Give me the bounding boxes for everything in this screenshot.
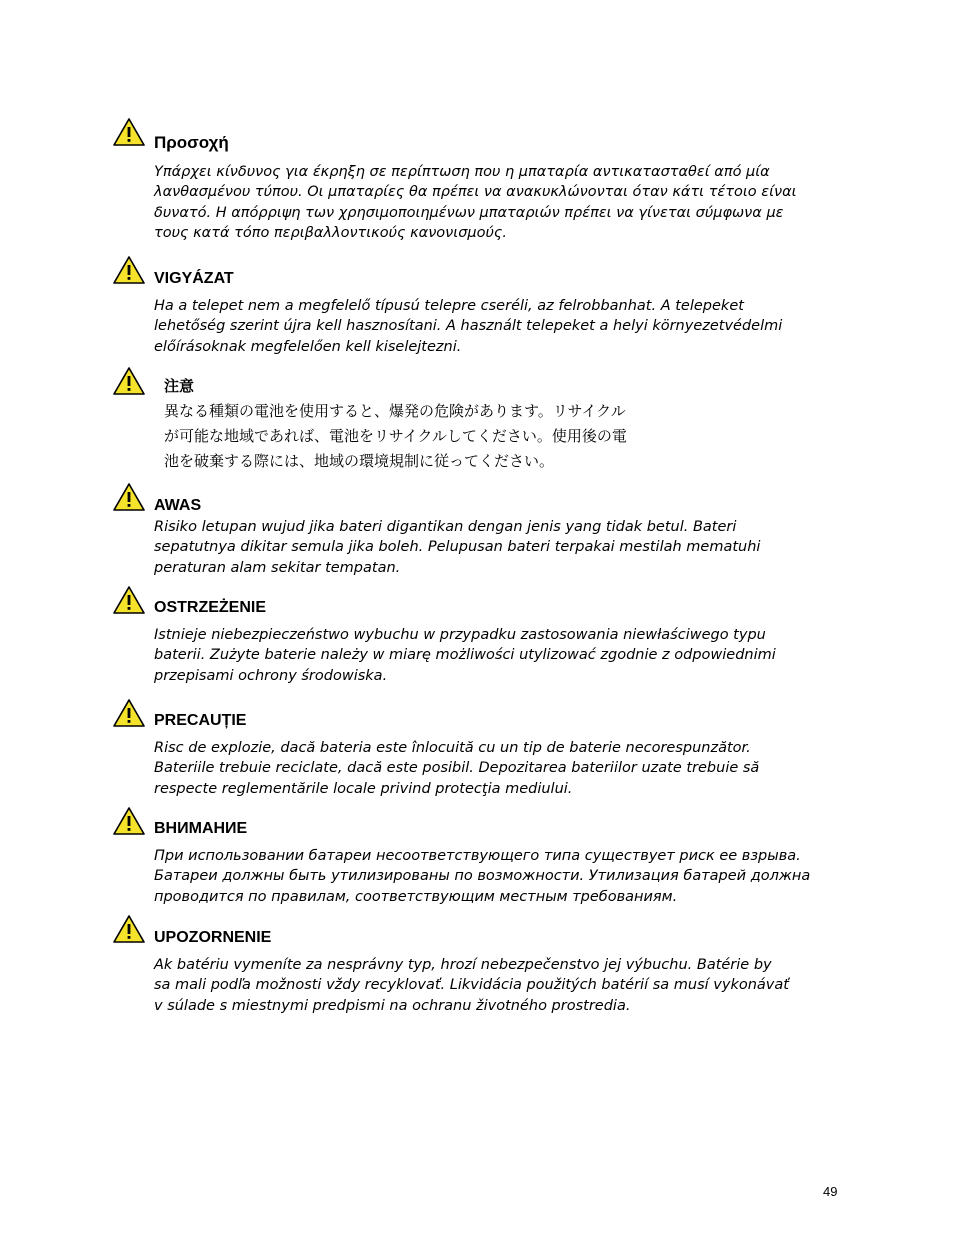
body-line: δυνατό. Η απόρριψη των χρησιμοποιημένων μπαταριών πρέπει να γίνεται σύμφωνα με [154,204,784,221]
body-line: peraturan alam sekitar tempatan. [154,559,401,576]
body-line: respecte reglementările locale privind protecţia mediului. [154,780,573,797]
warning-body [154,296,849,357]
warning-triangle-icon [112,585,146,615]
body-line: v súlade s miestnymi predpismi na ochranu životného prostredia. [154,997,631,1014]
body-line: Risiko letupan wujud jika bateri digantikan dengan jenis yang tidak betul. Bateri [154,519,737,535]
body-line: Istnieje niebezpieczeństwo wybuchu w przypadku zastosowania niewłaściwego typu [154,627,766,643]
warning-triangle-icon [112,698,146,728]
warning-body [154,738,849,799]
warning-heading: PRECAUȚIE [154,712,247,729]
warning-body [154,955,849,1016]
warning-body [154,846,849,907]
warning-triangle-icon [112,482,146,512]
warning-triangle-icon [112,806,146,836]
body-line: 池を破棄する際には、地域の環境規制に従ってください。 [164,452,555,470]
warning-body [154,162,849,244]
warning-heading: Προσοχή [154,133,229,152]
body-line: Батареи должны быть утилизированы по возможности. Утилизация батарей должна [154,868,811,885]
body-line: Υπάρχει κίνδυνος για έκρηξη σε περίπτωση που η μπαταρία αντικατασταθεί από μία [154,164,770,180]
body-line: előírásoknak megfelelően kell kiselejtezni. [154,338,462,355]
warning-heading: ВНИМАНИЕ [154,820,248,837]
warning-triangle-icon [112,255,146,285]
body-line: τους κατά τόπο περιβαλλοντικούς κανονισμούς. [154,225,507,242]
body-line: проводится по правилам, соответствующим местным требованиям. [154,888,678,905]
body-line: Risc de explozie, dacă bateria este înlocuită cu un tip de baterie necorespunzător. [154,740,751,756]
warning-triangle-icon [112,914,146,944]
body-line: が可能な地域であれば、電池をリサイクルしてください。使用後の電 [164,427,627,445]
warning-heading: UPOZORNENIE [154,929,272,946]
body-line: Ha a telepet nem a megfelelő típusú telepre cseréli, az felrobbanhat. A telepeket [154,298,744,314]
body-line: Ak batériu vymeníte za nesprávny typ, hrozí nebezpečenstvo jej výbuchu. Batérie by [154,957,772,973]
body-line: При использовании батареи несоответствующего типа существует риск ее взрыва. [154,848,801,864]
warning-heading: AWAS [154,497,202,514]
page-number: 49 [823,1184,838,1199]
warning-triangle-icon [112,117,146,147]
body-line: przepisami ochrony środowiska. [154,667,388,684]
warning-body [154,517,849,578]
body-line: sa mali podľa možnosti vždy recyklovať. Likvidácia použitých batérií sa musí vykonávať [154,977,789,994]
body-line: baterii. Zużyte baterie należy w miarę możliwości utylizować zgodnie z odpowiednimi [154,647,776,664]
body-line: sepatutnya dikitar semula jika boleh. Pelupusan bateri terpakai mestilah mematuhi [154,539,761,556]
warning-heading: VIGYÁZAT [154,270,234,287]
warning-body [164,399,627,474]
body-line: lehetőség szerint újra kell hasznosítani. A használt telepeket a helyi környezetvédelmi [154,318,783,335]
warning-heading: OSTRZEŻENIE [154,599,267,616]
warning-heading: 注意 [164,377,195,395]
body-line: 異なる種類の電池を使用すると、爆発の危険があります。リサイクル [164,402,626,420]
body-line: Bateriile trebuie reciclate, dacă este posibil. Depozitarea bateriilor uzate trebuie să [154,760,760,777]
warning-body [154,625,849,686]
warning-triangle-icon [112,366,146,396]
body-line: λανθασμένου τύπου. Οι μπαταρίες θα πρέπει να ανακυκλώνονται όταν κάτι τέτοιο είναι [154,184,797,201]
